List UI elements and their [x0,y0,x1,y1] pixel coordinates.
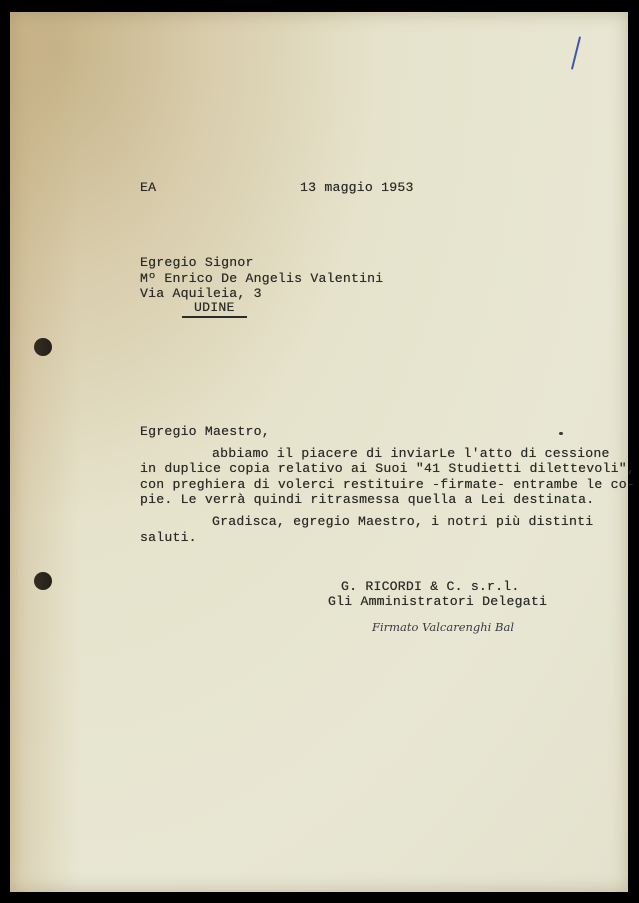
body-line-2: in duplice copia relativo ai Suoi "41 Studietti dilettevoli", [140,461,635,476]
closing-line-2: saluti. [140,530,197,545]
punch-hole-top [34,338,52,356]
punch-hole-bottom [34,572,52,590]
letter-sheet [10,12,635,892]
recipient-name: Mº Enrico De Angelis Valentini [140,271,384,286]
sender-company: G. RICORDI & C. s.r.l. [341,579,520,594]
ink-speck [559,432,563,435]
letter-greeting: Egregio Maestro, [140,424,270,439]
sender-signature: Firmato Valcarenghi Bal [372,620,514,634]
closing-line-1: Gradisca, egregio Maestro, i notri più distinti [212,514,594,529]
letter-date: 13 maggio 1953 [300,180,414,195]
body-line-4: pie. Le verrà quindi ritrasmessa quella a Lei destinata. [140,492,595,507]
body-line-3: con preghiera di volerci restituire -firmate- entrambe le co- [140,477,635,492]
recipient-street: Via Aquileia, 3 [140,286,262,301]
reference-initials: EA [140,180,157,195]
body-line-1: abbiamo il piacere di inviarLe l'atto di cessione [212,446,610,461]
blue-pencil-mark [571,36,581,69]
recipient-city: UDINE [182,300,247,318]
sender-role: Gli Amministratori Delegati [328,594,548,609]
recipient-salutation: Egregio Signor [140,255,254,270]
